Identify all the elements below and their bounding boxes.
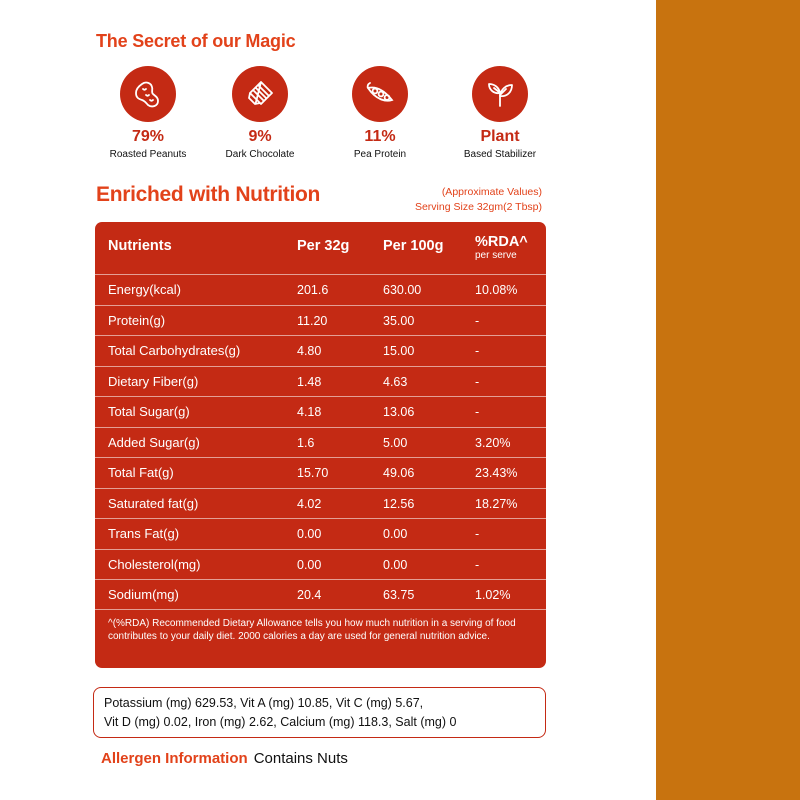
ingredient-label: Roasted Peanuts bbox=[109, 149, 187, 160]
per-100g-value: 13.06 bbox=[383, 405, 415, 419]
ingredient-value: 79% bbox=[131, 128, 165, 145]
rda-value: 10.08% bbox=[475, 283, 518, 297]
nutrient-name: Added Sugar(g) bbox=[108, 434, 200, 450]
nutrient-name: Dietary Fiber(g) bbox=[108, 373, 199, 389]
per-100g-value: 5.00 bbox=[383, 435, 408, 450]
table-row bbox=[95, 366, 546, 397]
header-per-32g: Per 32g bbox=[297, 238, 350, 254]
per-100g-value: 49.06 bbox=[383, 466, 415, 480]
minerals-box bbox=[93, 687, 546, 738]
ingredient-value: Plant bbox=[480, 128, 520, 145]
rda-footnote: ^(%RDA) Recommended Dietary Allowance tells you how much nutrition in a serving of food contributes to your daily diet. 2000 calories a day are used for general nutrition advice. bbox=[108, 618, 516, 642]
sprout-icon bbox=[472, 66, 528, 122]
rda-value: - bbox=[475, 374, 480, 389]
header-rda bbox=[475, 235, 528, 263]
per-100g-value: 12.56 bbox=[383, 496, 415, 511]
serving-size: Serving Size 32gm(2 Tbsp) bbox=[414, 201, 542, 213]
ingredient-item-pea-protein bbox=[320, 66, 440, 161]
rda-value: - bbox=[475, 527, 480, 541]
rda-value: 18.27% bbox=[475, 496, 518, 511]
table-row bbox=[95, 427, 546, 458]
table-row bbox=[95, 305, 546, 336]
table-row bbox=[95, 518, 546, 549]
ingredient-label: Dark Chocolate bbox=[225, 149, 295, 160]
approx-note: (Approximate Values) bbox=[441, 186, 542, 198]
per-32g-value: 201.6 bbox=[297, 283, 329, 297]
nutrition-title: Enriched with Nutrition bbox=[96, 183, 321, 206]
table-header bbox=[95, 222, 546, 274]
table-row bbox=[95, 549, 546, 580]
rda-value: - bbox=[475, 405, 480, 419]
allergen-label: Allergen Information bbox=[101, 750, 248, 767]
ingredient-label: Pea Protein bbox=[353, 149, 407, 160]
chocolate-bar-icon bbox=[232, 66, 288, 122]
per-32g-value: 1.48 bbox=[297, 374, 322, 389]
ingredient-label: Based Stabilizer bbox=[463, 149, 537, 160]
per-32g-value: 11.20 bbox=[297, 313, 328, 328]
ingredient-item-stabilizer bbox=[440, 66, 560, 161]
peanut-icon bbox=[120, 66, 176, 122]
side-color-band bbox=[656, 0, 800, 800]
per-100g-value: 630.00 bbox=[383, 283, 422, 297]
nutrient-name: Protein(g) bbox=[108, 312, 166, 328]
header-nutrients: Nutrients bbox=[108, 238, 172, 254]
rda-value: 3.20% bbox=[475, 435, 511, 450]
minerals-line-1: Potassium (mg) 629.53, Vit A (mg) 10.85, Vit C (mg) 5.67, bbox=[104, 696, 424, 710]
rda-value: 23.43% bbox=[475, 466, 518, 480]
per-100g-value: 35.00 bbox=[383, 313, 415, 328]
per-32g-value: 15.70 bbox=[297, 466, 329, 480]
table-body bbox=[95, 274, 546, 610]
per-100g-value: 0.00 bbox=[383, 557, 408, 572]
per-32g-value: 4.18 bbox=[297, 405, 322, 419]
rda-value: 1.02% bbox=[475, 588, 511, 602]
rda-value: - bbox=[475, 557, 480, 572]
header-per-100g: Per 100g bbox=[383, 238, 444, 254]
per-32g-value: 20.4 bbox=[297, 588, 322, 602]
nutrient-name: Energy(kcal) bbox=[108, 282, 181, 297]
minerals-line-2: Vit D (mg) 0.02, Iron (mg) 2.62, Calcium (mg) 118.3, Salt (mg) 0 bbox=[104, 715, 457, 729]
ingredient-value: 9% bbox=[248, 128, 272, 145]
per-32g-value: 0.00 bbox=[297, 557, 322, 572]
table-row bbox=[95, 274, 546, 305]
nutrient-name: Saturated fat(g) bbox=[108, 495, 199, 511]
per-100g-value: 0.00 bbox=[383, 527, 408, 541]
nutrient-name: Total Fat(g) bbox=[108, 465, 174, 480]
table-row bbox=[95, 579, 546, 610]
nutrient-name: Sodium(mg) bbox=[108, 587, 179, 602]
rda-value: - bbox=[475, 344, 480, 358]
per-32g-value: 4.80 bbox=[297, 344, 322, 358]
table-row bbox=[95, 457, 546, 488]
table-row bbox=[95, 335, 546, 366]
allergen-info bbox=[101, 750, 348, 767]
pea-pod-icon bbox=[352, 66, 408, 122]
per-32g-value: 0.00 bbox=[297, 527, 322, 541]
nutrient-name: Total Sugar(g) bbox=[108, 404, 190, 419]
table-row bbox=[95, 396, 546, 427]
rda-value: - bbox=[475, 313, 480, 328]
per-100g-value: 4.63 bbox=[383, 374, 408, 389]
secret-title: The Secret of our Magic bbox=[96, 31, 296, 51]
table-row bbox=[95, 488, 546, 519]
nutrient-name: Trans Fat(g) bbox=[108, 526, 180, 541]
serving-info bbox=[415, 185, 542, 215]
nutrient-name: Total Carbohydrates(g) bbox=[108, 343, 241, 358]
per-100g-value: 15.00 bbox=[383, 344, 415, 358]
per-100g-value: 63.75 bbox=[383, 588, 415, 602]
nutrient-name: Cholesterol(mg) bbox=[108, 556, 201, 572]
ingredient-list bbox=[88, 66, 568, 166]
header-rda-sub: per serve bbox=[475, 250, 517, 261]
nutrition-table bbox=[95, 222, 546, 668]
header-rda-label: %RDA^ bbox=[475, 234, 528, 250]
per-32g-value: 4.02 bbox=[297, 496, 322, 511]
ingredient-item-chocolate bbox=[200, 66, 320, 161]
ingredient-value: 11% bbox=[364, 128, 396, 145]
allergen-value: Contains Nuts bbox=[253, 750, 348, 767]
ingredient-item-peanuts bbox=[88, 66, 208, 161]
per-32g-value: 1.6 bbox=[297, 435, 315, 450]
